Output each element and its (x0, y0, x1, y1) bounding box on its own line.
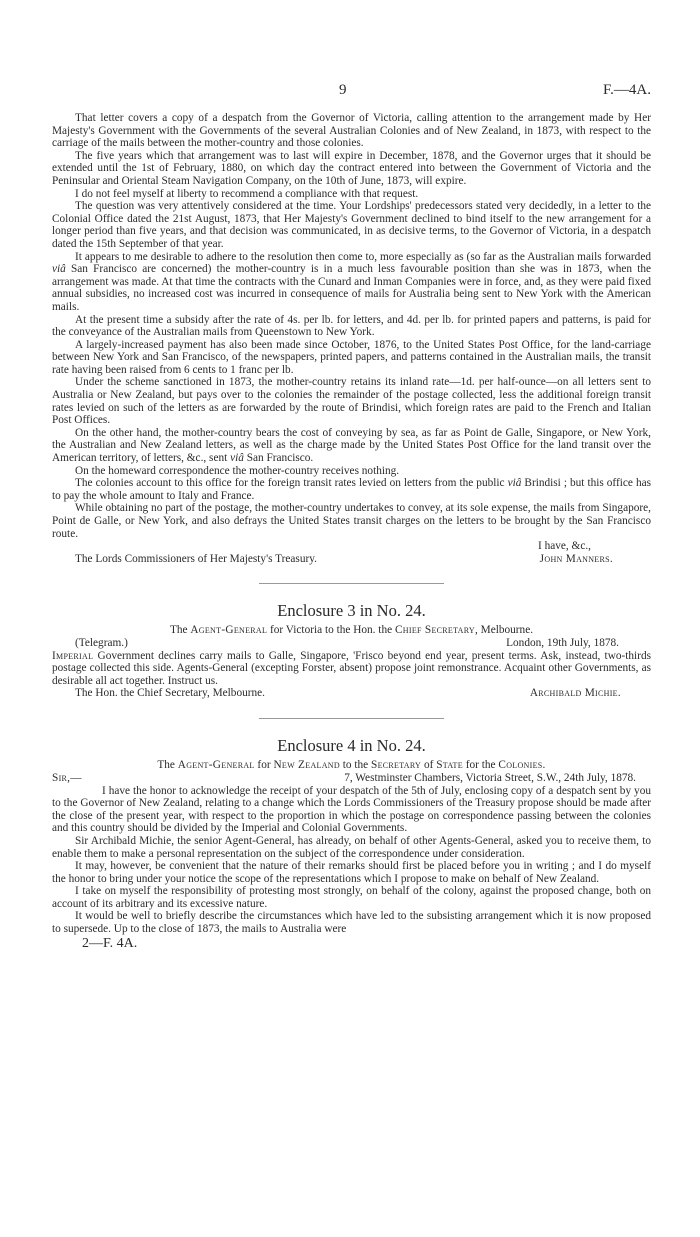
page-header (52, 82, 651, 112)
text: Colonies. (498, 758, 546, 771)
addressee: The Hon. the Chief Secretary, Melbourne. (75, 687, 265, 700)
italic-text: viâ (507, 477, 522, 490)
text: On the other hand, the mother-country bears the cost of conveying by sea, as far as Point de Galle, Singapore, or New York, the Australian and New Zealand letters, as well as the charge made by the United States Post Office for the land transit over the American territory, of letters, &c., sent (52, 426, 651, 465)
telegram-label: (Telegram.) (75, 636, 128, 649)
signature-row (52, 553, 651, 566)
paragraph: It may, however, be convenient that the nature of their remarks should first be placed before you in writing ; and I do myself the honor to bring under your notice the scope of the representations which I propose to make on behalf of New Zealand. (52, 860, 651, 885)
letter-body (52, 112, 651, 565)
text: Government declines carry mails to Galle, Singapore, 'Frisco beyond end year, present terms. Ask, instead, two-thirds postage collected this side. Agents-General (excepting Forster, absent) propose joint remonstrance. Acquaint other Governments, as desirable all act together. Instruct us. (52, 649, 651, 687)
text: Agent-General (177, 758, 255, 771)
text: New Zealand (273, 758, 340, 771)
paragraph: At the present time a subsidy after the rate of 4s. per lb. for letters, and 4d. per lb. for printed papers and patterns, is paid for the conveyance of the Australian mails from Queenstown to New York. (52, 313, 651, 339)
paragraph: That letter covers a copy of a despatch from the Governor of Victoria, calling attention to the arrangement made by Her Majesty's Government with the Governments of the several Australian Colonies and of New Zealand, in 1873, with respect to the carriage of the mails between the mother-country and those colonies. (52, 112, 651, 150)
italic-text: viâ (52, 263, 66, 276)
paragraph: I take on myself the responsibility of protesting most strongly, on behalf of the colony, against the proposed change, both on account of its arbitrary and its excessive nature. (52, 885, 651, 910)
paragraph (52, 427, 651, 465)
paragraph (52, 251, 651, 314)
document-reference: F.—4A. (603, 82, 651, 98)
text: , Melbourne. (475, 624, 534, 637)
paragraph (52, 477, 651, 502)
paragraph: Under the scheme sanctioned in 1873, the mother-country retains its inland rate—1d. per half-ounce—on all letters sent to Australia or New Zealand, but pays over to the colonies the remainder of the postage collected, less the additional foreign transit rates levied on such of the letters as are forwarded by the route of Brindisi, which foreign rates are paid to the French and Italian Post Offices. (52, 376, 651, 427)
text: Chief Secretary (394, 624, 475, 637)
paragraph: Sir Archibald Michie, the senior Agent-General, has already, on behalf of other Agents-General, asked you to receive them, to enable them to make a personal representation on the subject of the correspondence under consideration. (52, 834, 651, 860)
text: San Francisco are concerned) the mother-country is in a much less favourable position than she was in 1873, when the arrangement was made. At that time the contracts with the Cunard and Inman Companies were in force, and, as they were paid fixed annual subsidies, no increased cost was incurred in consequence of mails for Australia being sent to New York with the American mails. (52, 263, 651, 313)
signature-mark: 2—F. 4A. (82, 935, 138, 951)
page-number: 9 (339, 82, 347, 98)
text: Imperial (52, 649, 94, 662)
paragraph: A largely-increased payment has also been made since October, 1876, to the United States Post Office, for the land-carriage between New York and San Francisco, of the newspapers, printed papers, and patterns contained in the Australian mails, the transit rate having been raised from 6 cents to 1 franc per lb. (52, 338, 651, 376)
text: for the (462, 758, 499, 771)
paragraph: I have the honor to acknowledge the receipt of your despatch of the 5th of July, enclosing copy of a despatch sent by you to the Governor of New Zealand, relating to a change which the Lords Commissioners of the Treasury propose should be made after the close of the present year, with respect to the proportion in which the postage on correspondence passing between the colonies and this country should be divided by the Imperial and Colonial Governments. (52, 784, 651, 835)
address: 7, Westminster Chambers, Victoria Street, S.W., 24th July, 1878. (344, 771, 636, 784)
enclosure-subtitle (52, 624, 651, 637)
paragraph: The question was very attentively considered at the time. Your Lordships' predecessors stated very decidedly, in a letter to the Colonial Office dated the 21st August, 1873, that Her Majesty's Government declined to bind itself to the new arrangement for a longer period than five years, and that decision was communicated, in as decisive terms, to the Governor of Victoria, in a despatch dated the 15th September of that year. (52, 200, 651, 250)
text: of (421, 758, 437, 771)
text: It appears to me desirable to adhere to the resolution then come to, more especially as (so far as the Australian mails forwarded (75, 250, 651, 263)
text: Secretary (371, 758, 422, 771)
enclosure-title: Enclosure 4 in No. 24. (277, 735, 426, 755)
divider (259, 718, 444, 719)
text: State (436, 758, 463, 771)
enclosure-4 (52, 737, 651, 950)
text: The colonies account to this office for the foreign transit rates levied on letters from the public (75, 477, 508, 490)
salutation: Sir,— (52, 771, 82, 784)
paragraph: It would be well to briefly describe the circumstances which have led to the subsisting arrangement which it is now proposed to supersede. Up to the close of 1873, the mails to Australia were (52, 910, 651, 936)
divider (259, 583, 444, 584)
signature: John Manners. (539, 552, 613, 565)
paragraph: The five years which that arrangement was to last will expire in December, 1878, and the Governor urges that it should be extended until the 1st of February, 1880, on which day the contract entered into between the Government of Victoria and the Peninsular and Oriental Steam Navigation Company, on the 10th of June, 1873, will expire. (52, 149, 651, 187)
document-page (52, 82, 651, 950)
paragraph: On the homeward correspondence the mother-country receives nothing. (75, 464, 400, 477)
text: Agent-General (190, 624, 268, 637)
text: San Francisco. (243, 452, 314, 465)
text: The (169, 624, 191, 637)
italic-text: viâ (230, 452, 244, 465)
telegram-body (52, 650, 651, 688)
signature-row (52, 687, 651, 700)
addressee: The Lords Commissioners of Her Majesty's Treasury. (75, 552, 317, 565)
text: Brindisi ; but this office has to pay the whole amount to Italy and France. (52, 477, 652, 502)
enclosure-subtitle (52, 759, 651, 772)
enclosure-title: Enclosure 3 in No. 24. (277, 601, 426, 621)
text: for Victoria to the Hon. the (267, 624, 395, 637)
signature: Archibald Michie. (529, 687, 621, 700)
telegram-row (52, 637, 651, 650)
text: for (254, 758, 274, 771)
enclosure-3 (52, 602, 651, 700)
paragraph: I do not feel myself at liberty to recommend a compliance with that request. (75, 187, 419, 200)
paragraph: While obtaining no part of the postage, the mother-country undertakes to convey, at its sole expense, the mails from Singapore, Point de Galle, or New York, and also defrays the United States transit charges on the letters to be brought by the San Francisco route. (52, 502, 651, 540)
text: to the (339, 758, 372, 771)
closing: I have, &c., (537, 540, 591, 553)
address-row (52, 772, 651, 785)
date: London, 19th July, 1878. (506, 636, 619, 649)
text: The (157, 758, 178, 771)
